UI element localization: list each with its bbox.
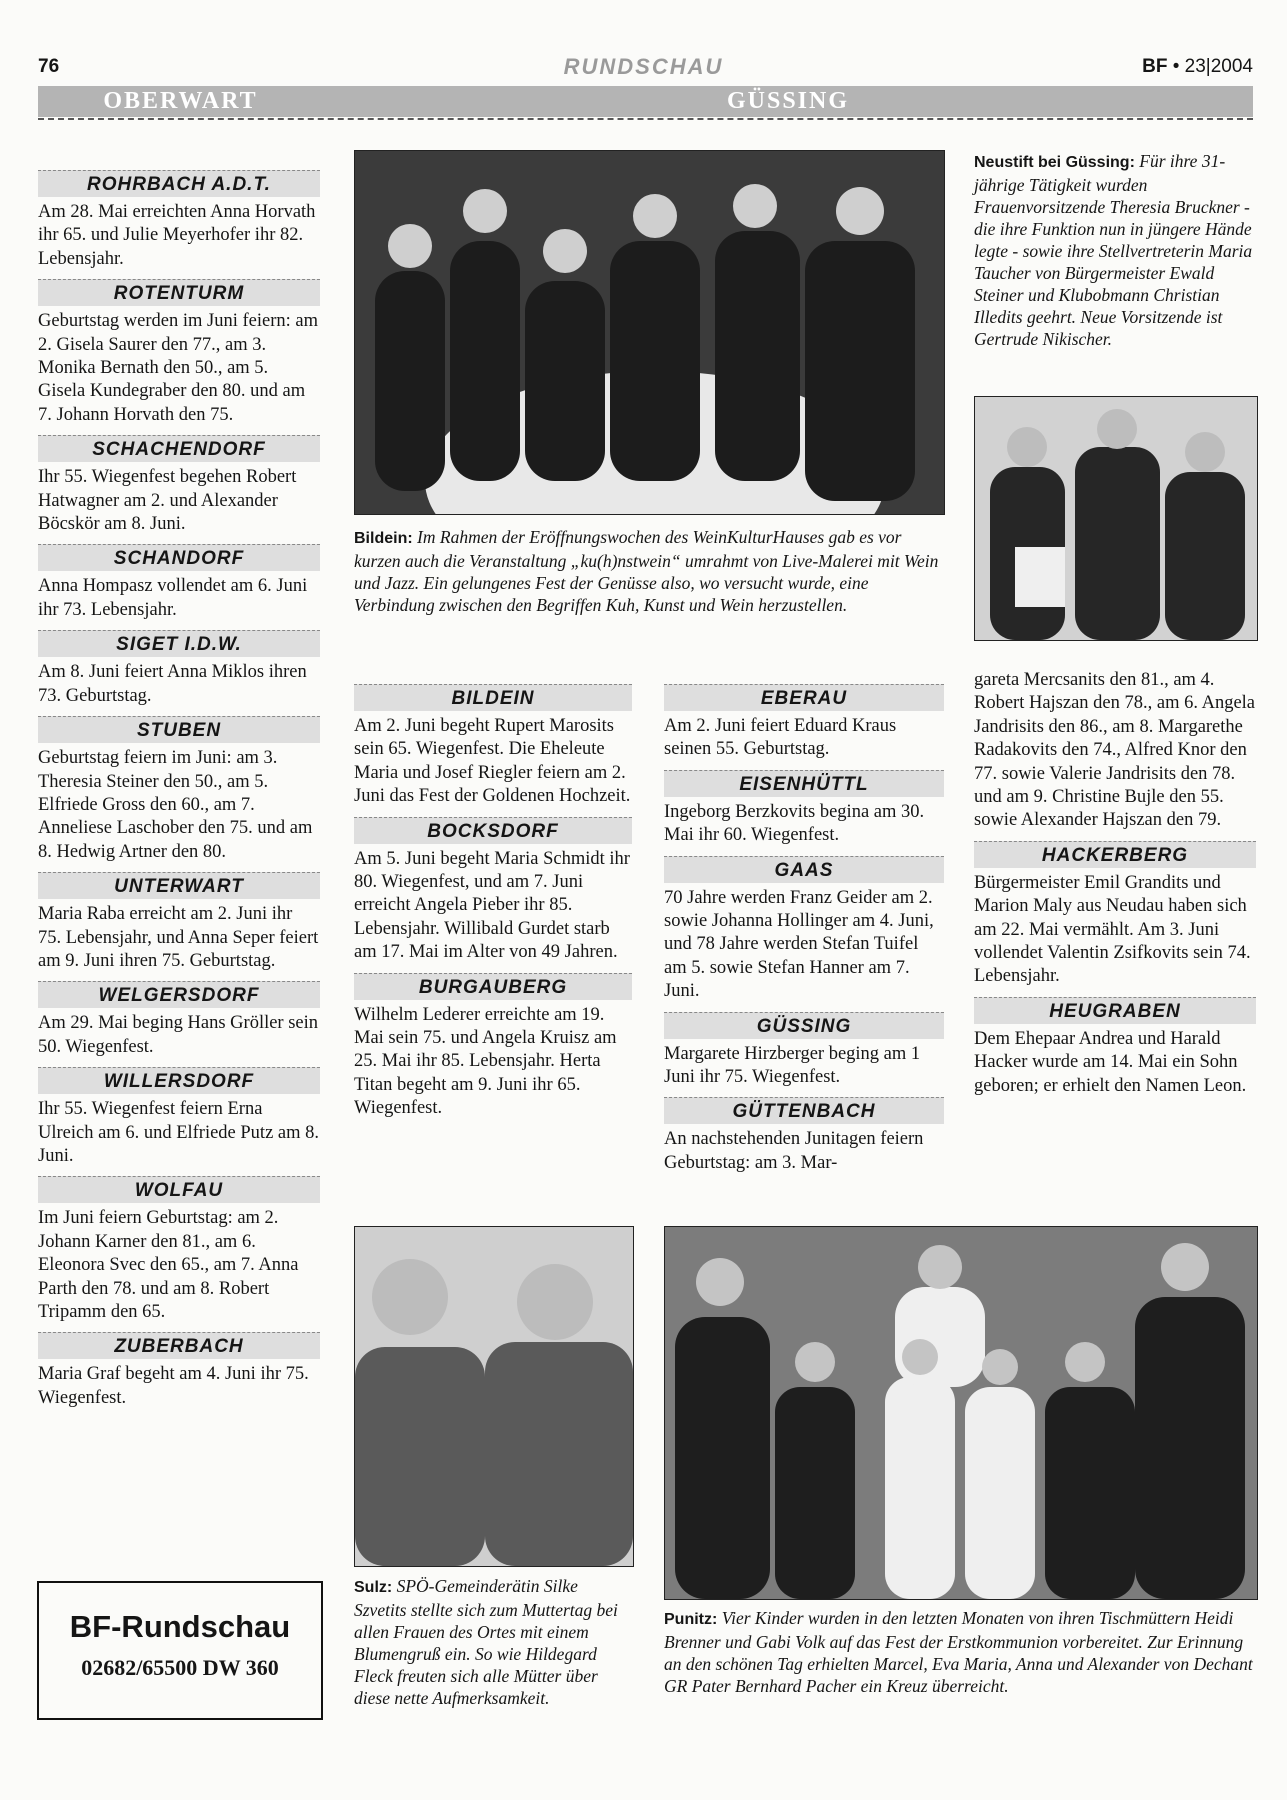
- section-heading: GÜTTENBACH: [664, 1097, 944, 1124]
- article-text: Am 29. Mai beging Hans Gröller sein 50. Wiegenfest.: [38, 1013, 319, 1057]
- article-text: 70 Jahre werden Franz Geider am 2. sowie Johanna Hollinger am 4. Juni, und 78 Jahre werden Stefan Tuifel am 5. sowie Stefan Hanner am 7. Juni.: [664, 887, 934, 1002]
- caption-label: Bildein:: [354, 530, 413, 547]
- section-heading: SCHANDORF: [38, 544, 320, 571]
- section-heading: WILLERSDORF: [38, 1067, 320, 1094]
- section-heading: ROTENTURM: [38, 279, 320, 306]
- column-oberwart: [38, 162, 320, 1410]
- photo-punitz: [664, 1226, 1258, 1600]
- article-text: gareta Mercsanits den 81., am 4. Robert Hajszan den 78., am 6. Angela Jandrisits den 86., am 8. Margarethe Radakovits den 74., Alfred Knor den 77. sowie Valerie Jandrisits den 78. und am 9. Christine Bujle den 55. sowie Alexander Hajszan den 79.: [974, 670, 1256, 831]
- caption-text: Vier Kinder wurden in den letzten Monaten von ihren Tischmüttern Heidi Brenner und Gabi Volk auf das Fest der Erstkommunion vorbereitet. Zur Erinnung an den schönen Tag erhielten Marcel, Eva Maria, Anna und Alexander von Dechant GR Pater Bernhard Pacher ein Kreuz überreicht.: [664, 1608, 1253, 1696]
- issue-brand: BF: [1142, 56, 1168, 77]
- article-text: Am 2. Juni feiert Eduard Kraus seinen 55. Geburtstag.: [664, 716, 897, 760]
- article-text: Anna Hompasz vollendet am 6. Juni ihr 73. Lebensjahr.: [38, 576, 308, 620]
- caption-label: Punitz:: [664, 1611, 718, 1628]
- article-text: Ihr 55. Wiegenfest begehen Robert Hatwagner am 2. und Alexander Böcskör am 8. Juni.: [38, 467, 297, 535]
- article-text: An nachstehenden Junitagen feiern Geburtstag: am 3. Mar-: [664, 1129, 924, 1173]
- section-heading: EISENHÜTTL: [664, 770, 944, 797]
- article-text: Geburtstag werden im Juni feiern: am 2. Gisela Saurer den 77., am 3. Monika Bernath den 50., am 5. Gisela Kundegraber den 80. und am 7. Johann Horvath den 75.: [38, 311, 318, 425]
- section-heading: GAAS: [664, 856, 944, 883]
- caption-neustift: [974, 150, 1256, 350]
- column-guessing-3: [974, 669, 1256, 1098]
- column-guessing-1: [354, 676, 632, 1121]
- article-text: Margarete Hirzberger beging am 1 Juni ihr 75. Wiegenfest.: [664, 1043, 921, 1088]
- section-heading: HACKERBERG: [974, 841, 1256, 868]
- caption-text: Im Rahmen der Eröffnungswochen des WeinKulturHauses gab es vor kurzen auch die Veranstaltung „ku(h)nstwein“ umrahmt von Live-Malerei mit Wein und Jazz. Ein gelungenes Fest der Genüsse also, wo versucht wurde, eine Verbindung zwischen den Begriffen Kuh, Kunst und Wein herzustellen.: [354, 527, 939, 615]
- section-heading: GÜSSING: [664, 1012, 944, 1039]
- region-band-oberwart: [38, 86, 323, 117]
- section-heading: ZUBERBACH: [38, 1332, 320, 1359]
- section-heading: SIGET I.D.W.: [38, 630, 320, 657]
- article-text: Am 5. Juni begeht Maria Schmidt ihr 80. Wiegenfest, und am 7. Juni erreicht Angela Pieber ihr 85. Lebensjahr. Willibald Gurdet starb am 17. Mai im Alter von 49 Jahren.: [354, 848, 630, 963]
- caption-sulz: [354, 1575, 634, 1709]
- section-heading: ROHRBACH A.D.T.: [38, 170, 320, 197]
- caption-label: Neustift bei Güssing:: [974, 154, 1135, 171]
- issue-info: [1142, 56, 1253, 78]
- article-text: Wilhelm Lederer erreichte am 19. Mai sein 75. und Angela Kruisz am 25. Mai ihr 85. Lebensjahr. Herta Titan begeht am 9. Juni ihr 65. Wiegenfest.: [354, 1004, 617, 1119]
- caption-label: Sulz:: [354, 1579, 393, 1596]
- issue-date: 23|2004: [1184, 56, 1253, 77]
- article-text: Geburtstag feiern im Juni: am 3. Theresia Steiner den 50., am 5. Elfriede Gross den 60., am 7. Anneliese Laschober den 75. und am 8. Hedwig Artner den 80.: [38, 748, 313, 862]
- column-guessing-2: [664, 676, 944, 1175]
- section-heading: BILDEIN: [354, 684, 632, 711]
- section-heading: SCHACHENDORF: [38, 435, 320, 462]
- article-text: Maria Raba erreicht am 2. Juni ihr 75. Lebensjahr, und Anna Seper feiert am 9. Juni ihren 75. Geburtstag.: [38, 904, 319, 971]
- section-title: RUNDSCHAU: [563, 54, 724, 79]
- region-band-guessing: [323, 86, 1253, 117]
- article-text: Im Juni feiern Geburtstag: am 2. Johann Karner den 81., am 6. Eleonora Svec den 65., am 7. Anna Parth den 78. und am 8. Robert Tripamm den 65.: [38, 1208, 299, 1322]
- issue-sep: •: [1167, 56, 1185, 77]
- contact-box: [37, 1581, 323, 1720]
- section-heading: STUBEN: [38, 716, 320, 743]
- section-heading: HEUGRABEN: [974, 997, 1256, 1024]
- article-text: Am 8. Juni feiert Anna Miklos ihren 73. Geburtstag.: [38, 662, 307, 706]
- caption-text: Für ihre 31-jährige Tätigkeit wurden Frauenvorsitzende Theresia Bruckner - die ihre Funktion nun in jüngere Hände legte - sowie ihre Stellvertreterin Maria Taucher von Bürgermeister Ewald Steiner und Klubobmann Christian Illedits geehrt. Neue Vorsitzende ist Gertrude Nikischer.: [974, 151, 1253, 349]
- section-heading: UNTERWART: [38, 872, 320, 899]
- article-text: Ingeborg Berzkovits begina am 30. Mai ihr 60. Wiegenfest.: [664, 801, 925, 846]
- region-label: GÜSSING: [726, 88, 850, 114]
- contact-title: BF-Rundschau: [69, 1609, 291, 1644]
- region-label: OBERWART: [103, 88, 258, 114]
- header-divider: [38, 118, 1253, 120]
- article-text: Am 28. Mai erreichten Anna Horvath ihr 65. und Julie Meyerhofer ihr 82. Lebensjahr.: [38, 202, 316, 269]
- photo-bildein: [354, 150, 945, 515]
- section-heading: EBERAU: [664, 684, 944, 711]
- section-heading: BOCKSDORF: [354, 817, 632, 844]
- contact-phone: 02682/65500 DW 360: [81, 1655, 279, 1680]
- article-text: Am 2. Juni begeht Rupert Marosits sein 65. Wiegenfest. Die Eheleute Maria und Josef Riegler feiern am 2. Juni das Fest der Goldenen Hochzeit.: [354, 716, 631, 807]
- section-heading: WELGERSDORF: [38, 981, 320, 1008]
- section-heading: WOLFAU: [38, 1176, 320, 1203]
- photo-neustift: [974, 396, 1258, 641]
- article-text: Ihr 55. Wiegenfest feiern Erna Ulreich am 6. und Elfriede Putz am 8. Juni.: [38, 1099, 320, 1166]
- article-text: Bürgermeister Emil Grandits und Marion Maly aus Neudau haben sich am 22. Mai vermählt. Am 3. Juni vollendet Valentin Zsifkovits sein 74. Lebensjahr.: [974, 872, 1251, 987]
- photo-sulz: [354, 1226, 634, 1567]
- article-text: Maria Graf begeht am 4. Juni ihr 75. Wiegenfest.: [38, 1364, 309, 1408]
- article-text: Dem Ehepaar Andrea und Harald Hacker wurde am 14. Mai ein Sohn geboren; er erhielt den Namen Leon.: [974, 1028, 1247, 1096]
- caption-text: SPÖ-Gemeinderätin Silke Szvetits stellte sich zum Muttertag bei allen Frauen des Ortes mit einem Blumengruß ein. So wie Hildegard Fleck freuten sich alle Mütter über diese nette Aufmerksamkeit.: [354, 1576, 618, 1708]
- page-number: 76: [38, 56, 60, 77]
- caption-punitz: [664, 1607, 1256, 1697]
- section-heading: BURGAUBERG: [354, 973, 632, 1000]
- caption-bildein: [354, 526, 944, 616]
